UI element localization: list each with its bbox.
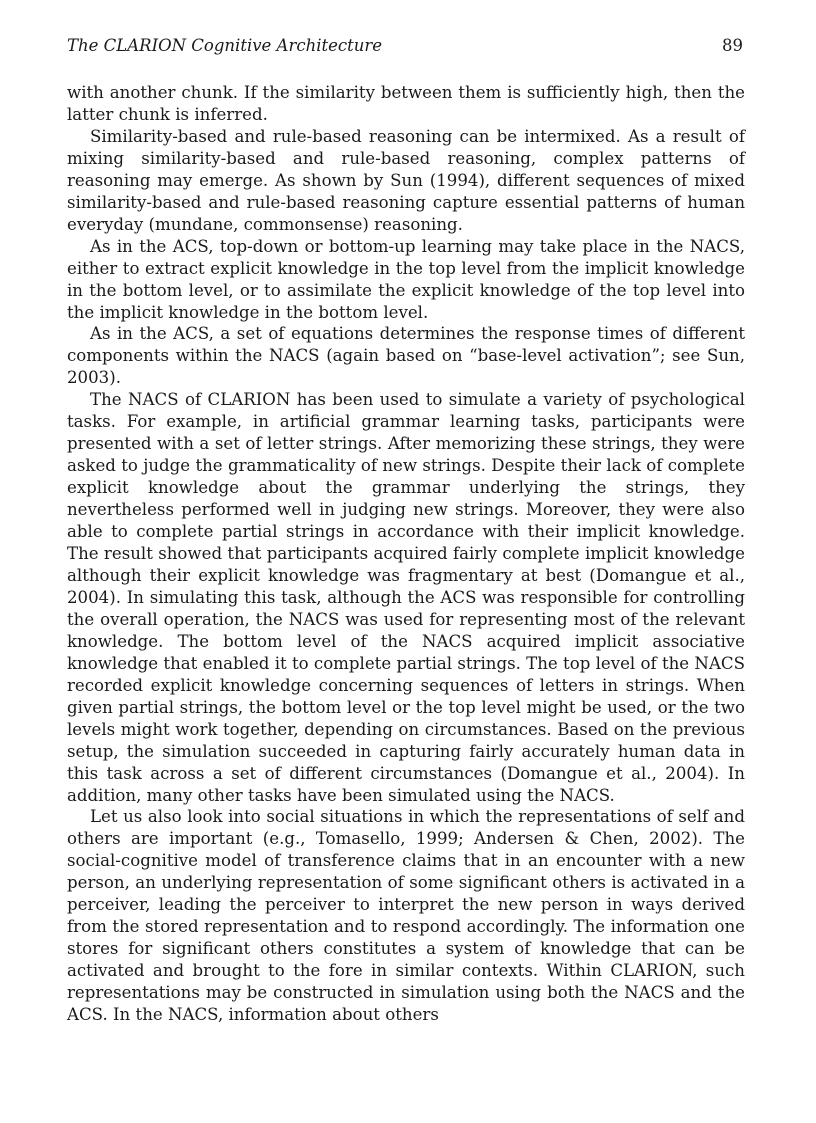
page-number: 89 bbox=[722, 36, 743, 55]
running-head bbox=[67, 36, 743, 55]
body-text bbox=[67, 82, 745, 1026]
paragraph-social-situations: Let us also look into social situations in which the representations of self and others are important (e.g., Tomasello, 1999; Andersen & Chen, 2002). The social-cognitive model of transference claims that in an encounter with a new person, an underlying representation of some significant others is activated in a perceiver, leading the perceiver to interpret the new person in ways derived from the stored representation and to respond accordingly. The information one stores for significant others constitutes a system of knowledge that can be activated and brought to the fore in similar contexts. Within CLARION, such representations may be constructed in simulation using both the NACS and the ACS. In the NACS, information about others bbox=[67, 807, 745, 1025]
paragraph-continuation: with another chunk. If the similarity between them is sufficiently high, then the latter chunk is inferred. bbox=[67, 83, 745, 124]
paragraph-grammar-learning: The NACS of CLARION has been used to simulate a variety of psychological tasks. For example, in artificial grammar learning tasks, participants were presented with a set of letter strings. After memorizing these strings, they were asked to judge the grammaticality of new strings. Despite their lack of complete explicit knowledge about the grammar underlying the strings, they nevertheless performed well in judging new strings. Moreover, they were also able to complete partial strings in accordance with their implicit knowledge. The result showed that participants acquired fairly complete implicit knowledge although their explicit knowledge was fragmentary at best (Domangue et al., 2004). In simulating this task, although the ACS was responsible for controlling the overall operation, the NACS was used for representing most of the relevant knowledge. The bottom level of the NACS acquired implicit associative knowledge that enabled it to complete partial strings. The top level of the NACS recorded explicit knowledge concerning sequences of letters in strings. When given partial strings, the bottom level or the top level might be used, or the two levels might work together, depending on circumstances. Based on the previous setup, the simulation succeeded in capturing fairly accurately human data in this task across a set of different circumstances (Domangue et al., 2004). In addition, many other tasks have been simulated using the NACS. bbox=[67, 390, 745, 805]
paragraph-mixed-reasoning: Similarity-based and rule-based reasoning can be intermixed. As a result of mixing similarity-based and rule-based reasoning, complex patterns of reasoning may emerge. As shown by Sun (1994), different sequences of mixed similarity-based and rule-based reasoning capture essential patterns of human everyday (mundane, commonsense) reasoning. bbox=[67, 126, 745, 234]
paragraph-response-times: As in the ACS, a set of equations determines the response times of different components within the NACS (again based on “base-level activation”; see Sun, 2003). bbox=[67, 324, 745, 388]
running-title: The CLARION Cognitive Architecture bbox=[67, 36, 383, 55]
paragraph-top-down-learning: As in the ACS, top-down or bottom-up learning may take place in the NACS, either to extract explicit knowledge in the top level from the implicit knowledge in the bottom level, or to assimilate the explicit knowledge of the top level into the implicit knowledge in the bottom level. bbox=[67, 236, 745, 322]
